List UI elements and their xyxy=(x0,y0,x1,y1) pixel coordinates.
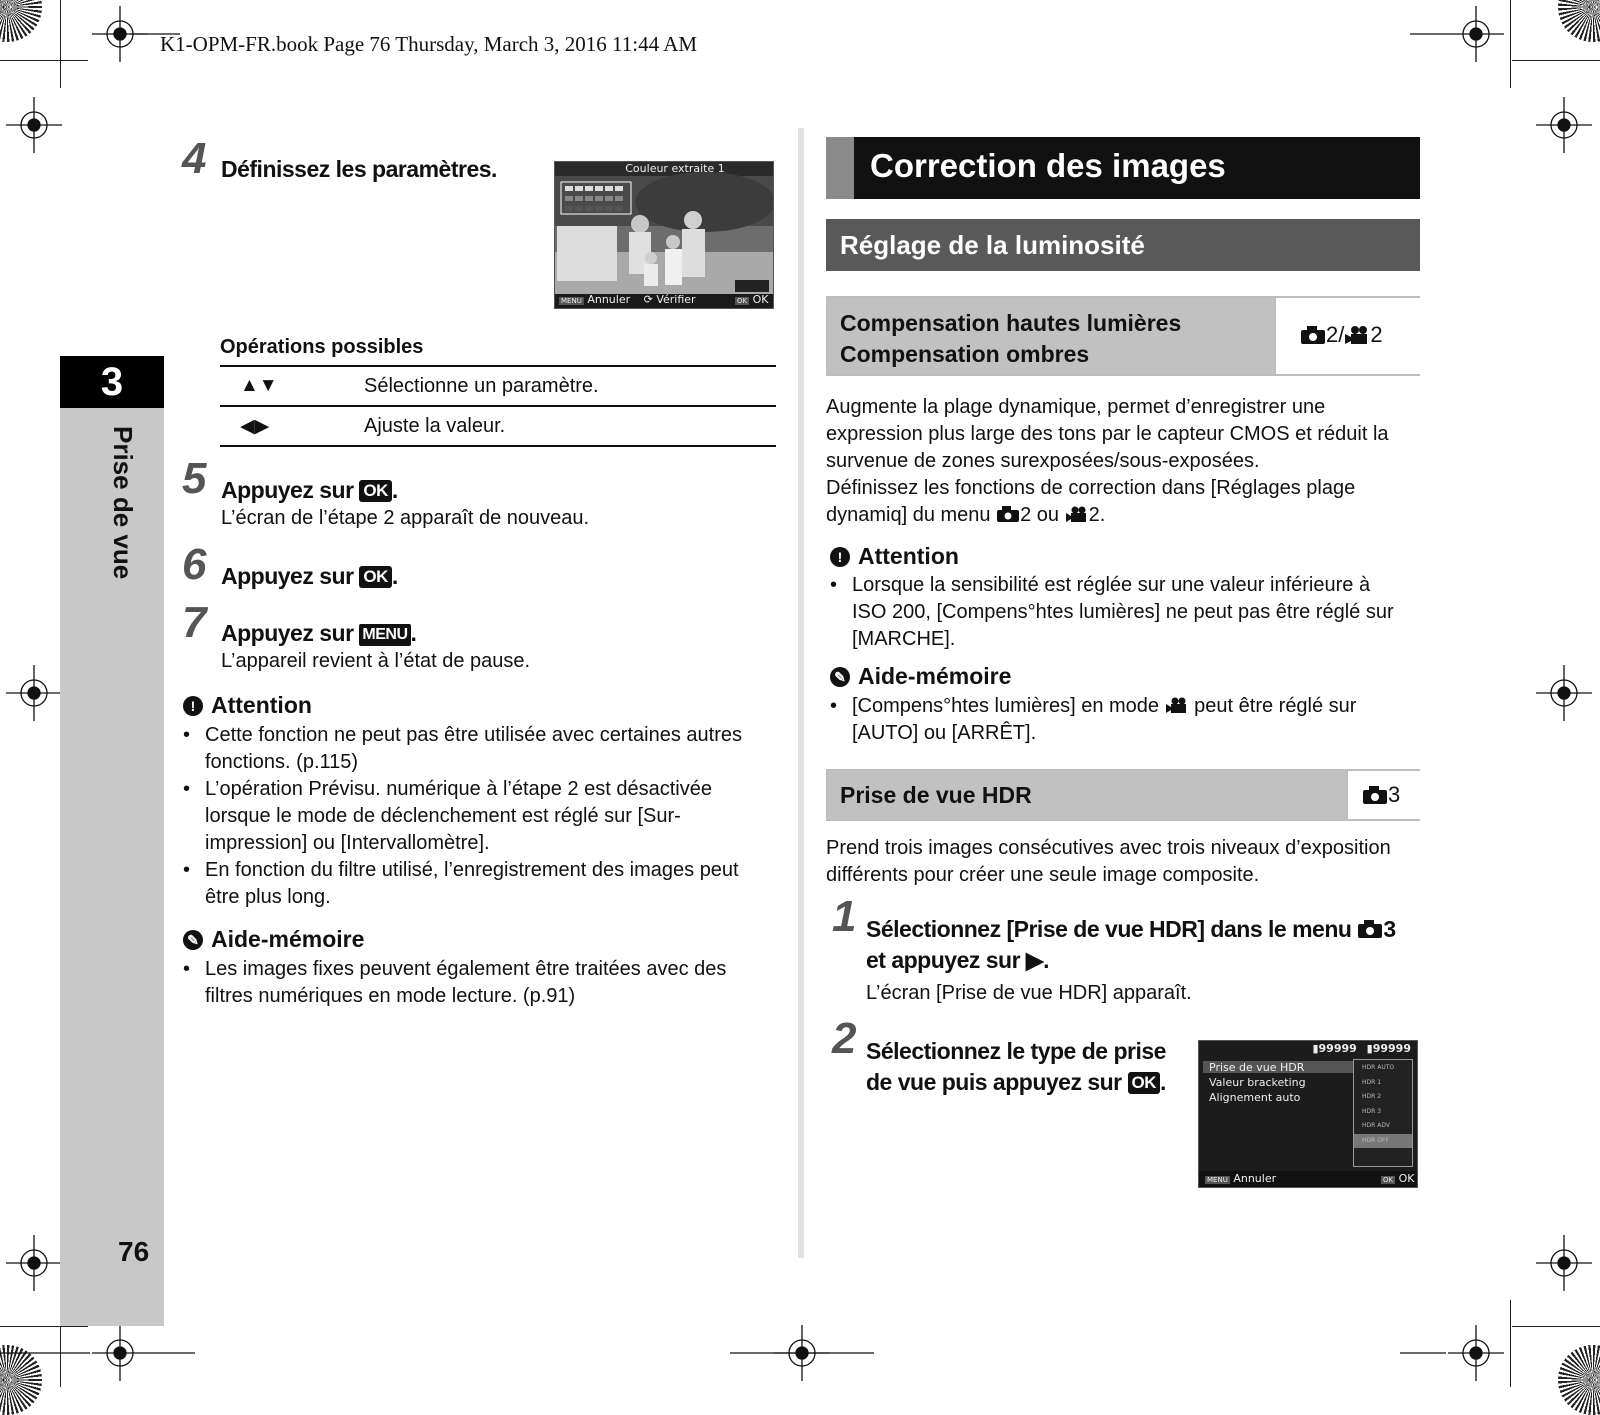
paragraph: Définissez les fonctions de correction dans [Réglages plage dynamiq] du menu 2 ou 2. xyxy=(826,477,1356,526)
memo-pencil-icon: ✎ xyxy=(183,930,203,950)
memo-heading: ✎ Aide-mémoire xyxy=(830,663,1011,690)
hdr-option: HDR 1 xyxy=(1362,1078,1382,1086)
ok-key-icon: OK xyxy=(1383,1176,1394,1184)
camera-screen-hdr-menu xyxy=(1198,1040,1418,1188)
movie-icon xyxy=(1165,696,1189,714)
step-2-text: Sélectionnez le type de prise de vue puis appuyez sur OK . xyxy=(866,1038,1166,1095)
menu-key-icon: MENU xyxy=(561,297,582,305)
paragraph: Augmente la plage dynamique, permet d’enregistrer une expression plus large des tons par le capteur CMOS et réduit la survenue de zones surexposées/sous-exposées. xyxy=(826,396,1389,472)
camera-icon xyxy=(1362,785,1388,805)
camera-icon xyxy=(996,505,1020,523)
screen-cancel-label: Annuler xyxy=(1233,1172,1277,1185)
screen-check-label: Vérifier xyxy=(656,293,696,306)
hdr-option: HDR 2 xyxy=(1362,1093,1382,1100)
page-number: 76 xyxy=(118,1236,150,1267)
memo-list xyxy=(183,956,743,1010)
step-1-number: 1 xyxy=(832,892,857,941)
chapter-number: 3 xyxy=(60,356,164,408)
shots-remaining-card2: 99999 xyxy=(1372,1042,1411,1055)
topic-title: Prise de vue HDR xyxy=(840,782,1032,808)
operation-desc: Sélectionne un paramètre. xyxy=(364,374,599,397)
attention-heading: ! Attention xyxy=(830,543,959,570)
hdr-option: HDR OFF xyxy=(1362,1136,1389,1144)
step-7-text: Appuyez sur MENU . xyxy=(221,620,417,646)
step-4-text: Définissez les paramètres. xyxy=(221,156,497,182)
shots-remaining-card1: 99999 xyxy=(1318,1042,1357,1055)
step-7-number: 7 xyxy=(182,598,207,647)
screen-ok-label: OK xyxy=(752,293,769,306)
attention-icon: ! xyxy=(183,696,203,716)
attention-list xyxy=(183,722,778,911)
topic-line-1: Compensation hautes lumières xyxy=(840,310,1182,336)
screen-cancel-label: Annuler xyxy=(587,293,631,306)
screen-ok-label: OK xyxy=(1398,1172,1415,1185)
step-1-text: Sélectionnez [Prise de vue HDR] dans le menu 3 et appuyez sur ▶. xyxy=(866,916,1396,973)
camera-icon xyxy=(1357,919,1383,939)
menu-item: Prise de vue HDR xyxy=(1209,1061,1305,1074)
section-title-bar xyxy=(826,137,1420,199)
memo-pencil-icon: ✎ xyxy=(830,667,850,687)
attention-icon: ! xyxy=(830,547,850,567)
list-item: • En fonction du filtre utilisé, l’enregistrement des images peut être plus long. xyxy=(183,857,778,911)
step-4: 4 xyxy=(182,134,207,183)
screen-title: Couleur extraite 1 xyxy=(625,162,725,175)
card-1-icon: ▮ xyxy=(1312,1042,1319,1055)
movie-icon xyxy=(1344,325,1370,345)
book-header: K1-OPM-FR.book Page 76 Thursday, March 3, 2016 11:44 AM xyxy=(160,32,698,56)
menu-key-icon: MENU xyxy=(1207,1176,1228,1184)
memo-heading: ✎ Aide-mémoire xyxy=(183,926,364,953)
menu-item: Alignement auto xyxy=(1209,1091,1301,1104)
chapter-title: Prise de vue xyxy=(108,426,138,580)
ok-button-icon: OK xyxy=(359,566,392,588)
rotate-dial-icon: ⟳ xyxy=(643,293,653,306)
ok-key-icon: OK xyxy=(737,297,748,305)
step-7-sub: L’appareil revient à l’état de pause. xyxy=(221,650,531,672)
step-5-number: 5 xyxy=(182,454,207,503)
operation-desc: Ajuste la valeur. xyxy=(364,414,506,437)
step-5-text: Appuyez sur OK . xyxy=(221,477,398,503)
list-item: • [Compens°htes lumières] en mode peut être réglé sur [AUTO] ou [ARRÊT]. xyxy=(830,693,1370,747)
menu-button-icon: MENU xyxy=(359,624,410,646)
table-row xyxy=(220,367,776,407)
hdr-menu-list xyxy=(1209,1060,1306,1105)
attention-list xyxy=(830,572,1410,653)
hdr-option: HDR ADV xyxy=(1362,1122,1390,1129)
key-leftright-icon: ◀▶ xyxy=(240,415,270,437)
memo-list xyxy=(830,693,1370,747)
topic-box-compensation: Compensation hautes lumières Compensation ombres 2/ 2 xyxy=(826,296,1420,376)
hdr-option: HDR AUTO xyxy=(1362,1064,1395,1071)
operations-table xyxy=(220,336,776,447)
topic-box-hdr: Prise de vue HDR 3 xyxy=(826,769,1420,821)
list-item: • Lorsque la sensibilité est réglée sur une valeur inférieure à ISO 200, [Compens°htes lumières] ne peut pas être réglé sur [MARCHE]. xyxy=(830,572,1410,653)
list-item: • Cette fonction ne peut pas être utilisée avec certaines autres fonctions. (p.115) xyxy=(183,722,778,776)
attention-heading: ! Attention xyxy=(183,692,312,719)
topic-line-2: Compensation ombres xyxy=(840,341,1090,367)
hdr-option: HDR 3 xyxy=(1362,1107,1382,1115)
step-6-number: 6 xyxy=(182,540,207,589)
step-1-sub: L’écran [Prise de vue HDR] apparaît. xyxy=(866,982,1192,1004)
camera-icon xyxy=(1300,325,1326,345)
list-item: • Les images fixes peuvent également être traitées avec des filtres numériques en mode lecture. (p.91) xyxy=(183,956,743,1010)
movie-icon xyxy=(1065,505,1089,523)
photo-preview xyxy=(555,162,773,308)
operations-title: Opérations possibles xyxy=(220,336,776,367)
step-6-text: Appuyez sur OK . xyxy=(221,563,398,589)
paragraph: Prend trois images consécutives avec trois niveaux d’exposition différents pour créer une seule image composite. xyxy=(826,837,1391,886)
ok-button-icon: OK xyxy=(359,480,392,502)
key-updown-icon: ▲▼ xyxy=(240,375,278,396)
subsection-title: Réglage de la luminosité xyxy=(826,219,1420,271)
step-5-sub: L’écran de l’étape 2 apparaît de nouveau. xyxy=(221,507,590,529)
card-2-icon: ▮ xyxy=(1366,1042,1373,1055)
camera-screen-digital-filter xyxy=(554,161,774,309)
menu-item: Valeur bracketing xyxy=(1209,1076,1306,1089)
section-title: Correction des images xyxy=(870,147,1226,184)
step-2-number: 2 xyxy=(832,1014,857,1063)
table-row xyxy=(220,407,776,447)
column-divider xyxy=(798,128,804,1258)
list-item: • L’opération Prévisu. numérique à l’étape 2 est désactivée lorsque le mode de déclenchement est réglé sur [Sur-impression] ou [Intervallomètre]. xyxy=(183,776,778,857)
ok-button-icon: OK xyxy=(1128,1072,1161,1094)
hdr-options-popup xyxy=(1353,1059,1413,1167)
